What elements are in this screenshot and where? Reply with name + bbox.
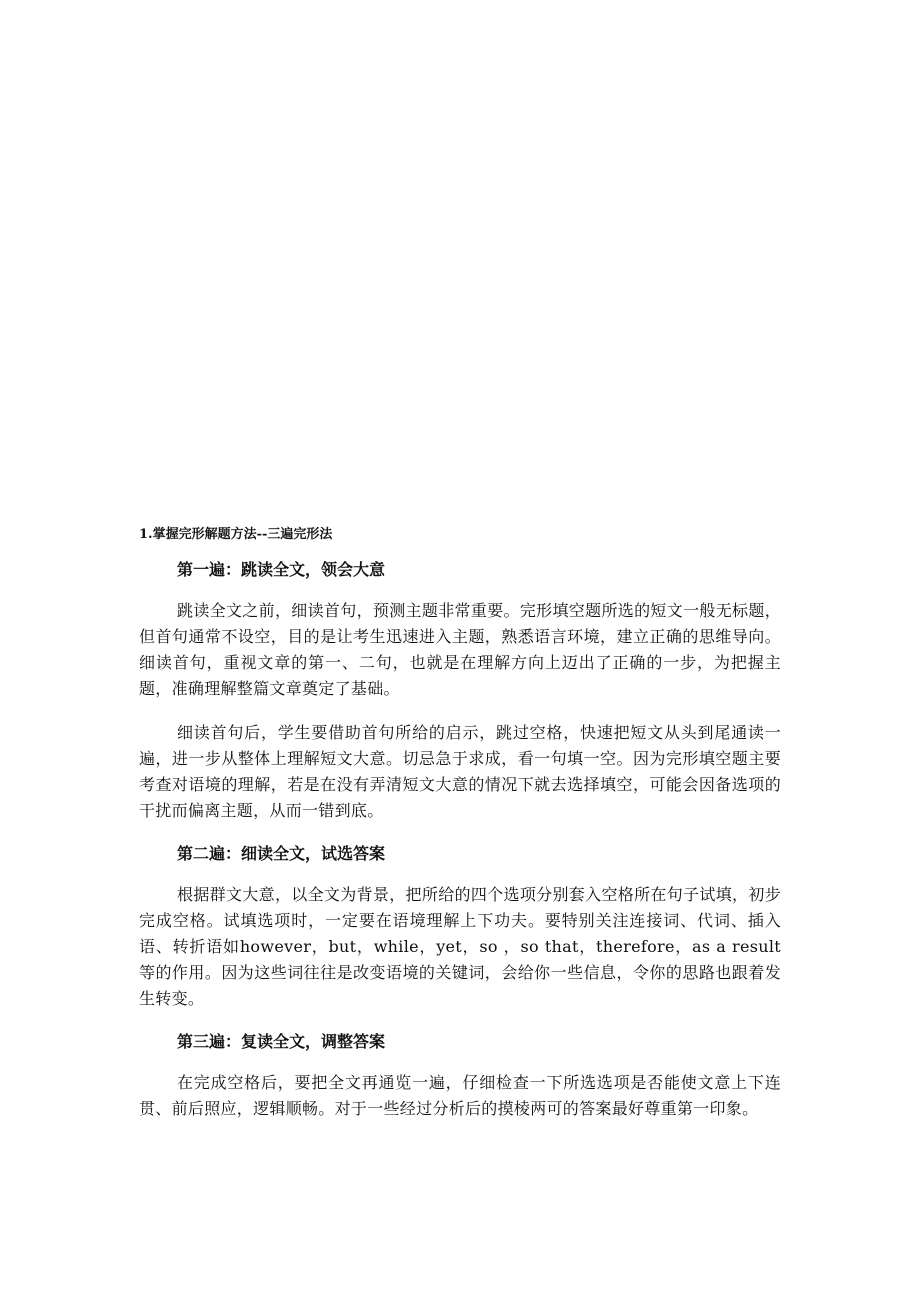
section-title: 第二遍：细读全文，试选答案 [177, 844, 386, 863]
document-heading: 1.掌握完形解题方法--三遍完形法 [139, 527, 333, 542]
paragraph: 细读首句后，学生要借助首句所给的启示，跳过空格，快速把短文从头到尾通读一遍，进一步从整体上理解短文大意。切忌急于求成，看一句填一空。因为完形填空题主要考查对语境的理解，若是在没有弄清短文大意的情况下就去选择填空，可能会因备选项的干扰而偏离主题，从而一错到底。 [139, 723, 781, 820]
section-second-pass [139, 842, 781, 1012]
paragraph: 在完成空格后，要把全文再通览一遍，仔细检查一下所选选项是否能使文意上下连贯、前后照应，逻辑顺畅。对于一些经过分析后的摸棱两可的答案最好尊重第一印象。 [139, 1073, 781, 1118]
paragraph: 跳读全文之前，细读首句，预测主题非常重要。完形填空题所选的短文一般无标题，但首句通常不设空，目的是让考生迅速进入主题，熟悉语言环境，建立正确的思维导向。细读首句，重视文章的第一、二句，也就是在理解方向上迈出了正确的一步，为把握主题，准确理解整篇文章奠定了基础。 [139, 601, 781, 698]
section-title: 第一遍：跳读全文，领会大意 [177, 560, 386, 579]
section-first-pass [139, 558, 781, 824]
section-third-pass [139, 1030, 781, 1122]
paragraph: 根据群文大意，以全文为背景，把所给的四个选项分别套入空格所在句子试填，初步完成空格。试填选项时，一定要在语境理解上下功夫。要特别关注连接词、代词、插入语、转折语如however，but，while，yet，so ，so that，therefore，as a result等的作用。因为这些词往往是改变语境的关键词，会给你一些信息，令你的思路也跟着发生转变。 [139, 885, 781, 1008]
section-title: 第三遍：复读全文，调整答案 [177, 1032, 386, 1051]
document-content [139, 524, 781, 1140]
